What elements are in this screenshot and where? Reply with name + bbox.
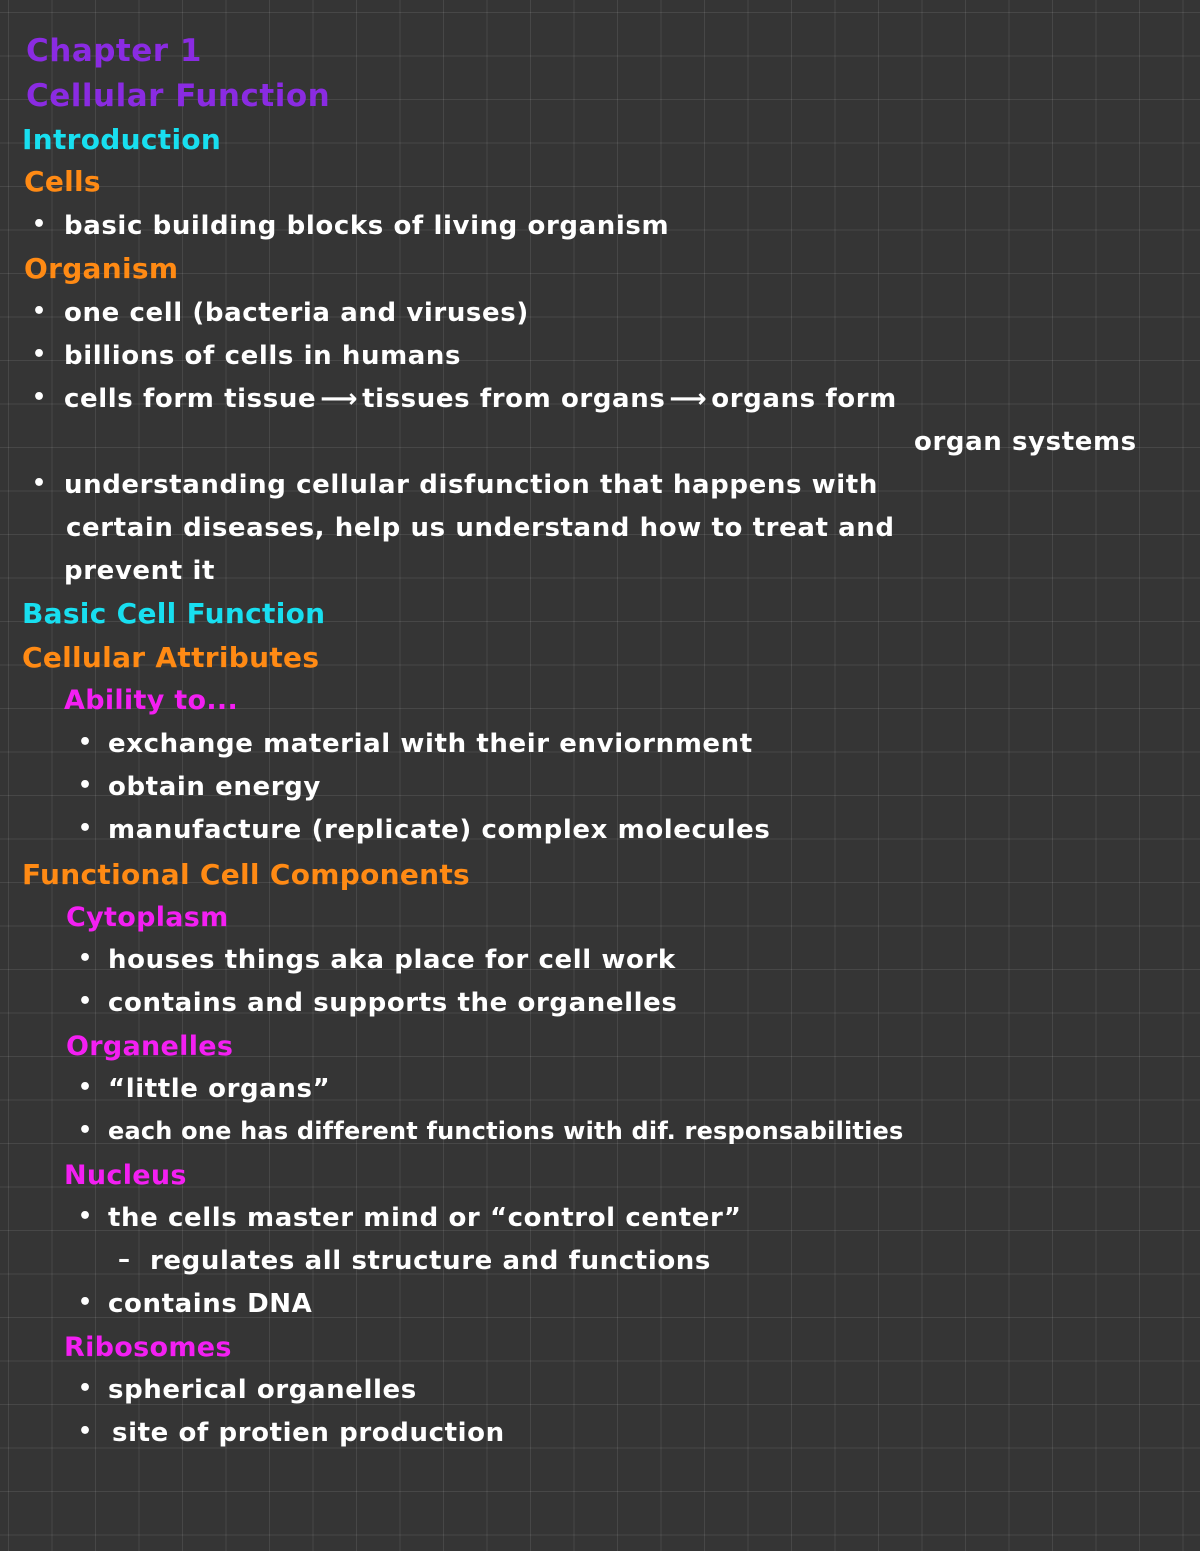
- nucleus-bullet-1: the cells master mind or “control center”: [108, 1203, 742, 1233]
- bullet-marker: •: [78, 1118, 93, 1143]
- arrow-right-icon: ⟶: [320, 384, 359, 414]
- organism-bullet-4-line-3: prevent it: [64, 556, 215, 586]
- bullet-marker: •: [32, 471, 47, 496]
- bullet-marker: •: [78, 1419, 93, 1444]
- organism-bullet-3: [64, 386, 897, 412]
- arrow-right-icon: ⟶: [669, 384, 708, 414]
- cytoplasm-bullet-1: houses things aka place for cell work: [108, 945, 676, 975]
- chapter-number: Chapter 1: [26, 33, 202, 69]
- ability-bullet-2: obtain energy: [108, 772, 321, 802]
- organism-bullet-3-part-1: cells form tissue: [64, 384, 317, 414]
- nucleus-bullet-2: contains DNA: [108, 1289, 313, 1319]
- bullet-marker: •: [78, 816, 93, 841]
- organism-bullet-3-continuation: organ systems: [914, 427, 1137, 457]
- organism-bullet-3-part-3: organs form: [711, 384, 897, 414]
- ability-bullet-3: manufacture (replicate) complex molecules: [108, 815, 771, 845]
- organism-bullet-2: billions of cells in humans: [64, 341, 462, 371]
- bullet-marker: •: [78, 1075, 93, 1100]
- ribosomes-bullet-1: spherical organelles: [108, 1375, 417, 1405]
- chapter-title: Cellular Function: [26, 78, 331, 114]
- bullet-marker: •: [32, 385, 47, 410]
- subtopic-heading-ability: Ability to...: [64, 685, 239, 716]
- section-heading-basic-cell-function: Basic Cell Function: [22, 597, 326, 630]
- organelles-bullet-1: “little organs”: [108, 1074, 331, 1104]
- bullet-marker: •: [78, 1290, 93, 1315]
- bullet-marker: •: [32, 299, 47, 324]
- organism-bullet-4-line-1: understanding cellular disfunction that happens with: [64, 470, 878, 500]
- subtopic-heading-nucleus: Nucleus: [64, 1160, 187, 1191]
- subtopic-heading-ribosomes: Ribosomes: [64, 1332, 232, 1363]
- ability-bullet-1: exchange material with their enviornment: [108, 729, 753, 759]
- bullet-marker: •: [78, 1376, 93, 1401]
- cells-bullet-1: basic building blocks of living organism: [64, 211, 670, 241]
- topic-heading-cellular-attributes: Cellular Attributes: [22, 641, 320, 674]
- topic-heading-organism: Organism: [24, 252, 179, 285]
- bullet-marker: •: [78, 989, 93, 1014]
- bullet-marker: •: [32, 342, 47, 367]
- subtopic-heading-cytoplasm: Cytoplasm: [66, 902, 229, 933]
- organism-bullet-4-line-2: certain diseases, help us understand how to treat and: [66, 513, 895, 543]
- section-heading-introduction: Introduction: [22, 123, 222, 156]
- bullet-marker: •: [78, 773, 93, 798]
- organism-bullet-1: one cell (bacteria and viruses): [64, 298, 529, 328]
- subtopic-heading-organelles: Organelles: [66, 1031, 234, 1062]
- dash-marker: –: [118, 1245, 130, 1273]
- topic-heading-cells: Cells: [24, 165, 101, 198]
- organism-bullet-3-part-2: tissues from organs: [362, 384, 666, 414]
- topic-heading-functional-cell-components: Functional Cell Components: [22, 858, 471, 891]
- nucleus-sub-bullet-1: regulates all structure and functions: [150, 1246, 711, 1276]
- ribosomes-bullet-2: site of protien production: [112, 1418, 505, 1448]
- cytoplasm-bullet-2: contains and supports the organelles: [108, 988, 678, 1018]
- bullet-marker: •: [32, 212, 47, 237]
- organelles-bullet-2: each one has different functions with dif. responsabilities: [108, 1117, 904, 1145]
- bullet-marker: •: [78, 1204, 93, 1229]
- bullet-marker: •: [78, 730, 93, 755]
- bullet-marker: •: [78, 946, 93, 971]
